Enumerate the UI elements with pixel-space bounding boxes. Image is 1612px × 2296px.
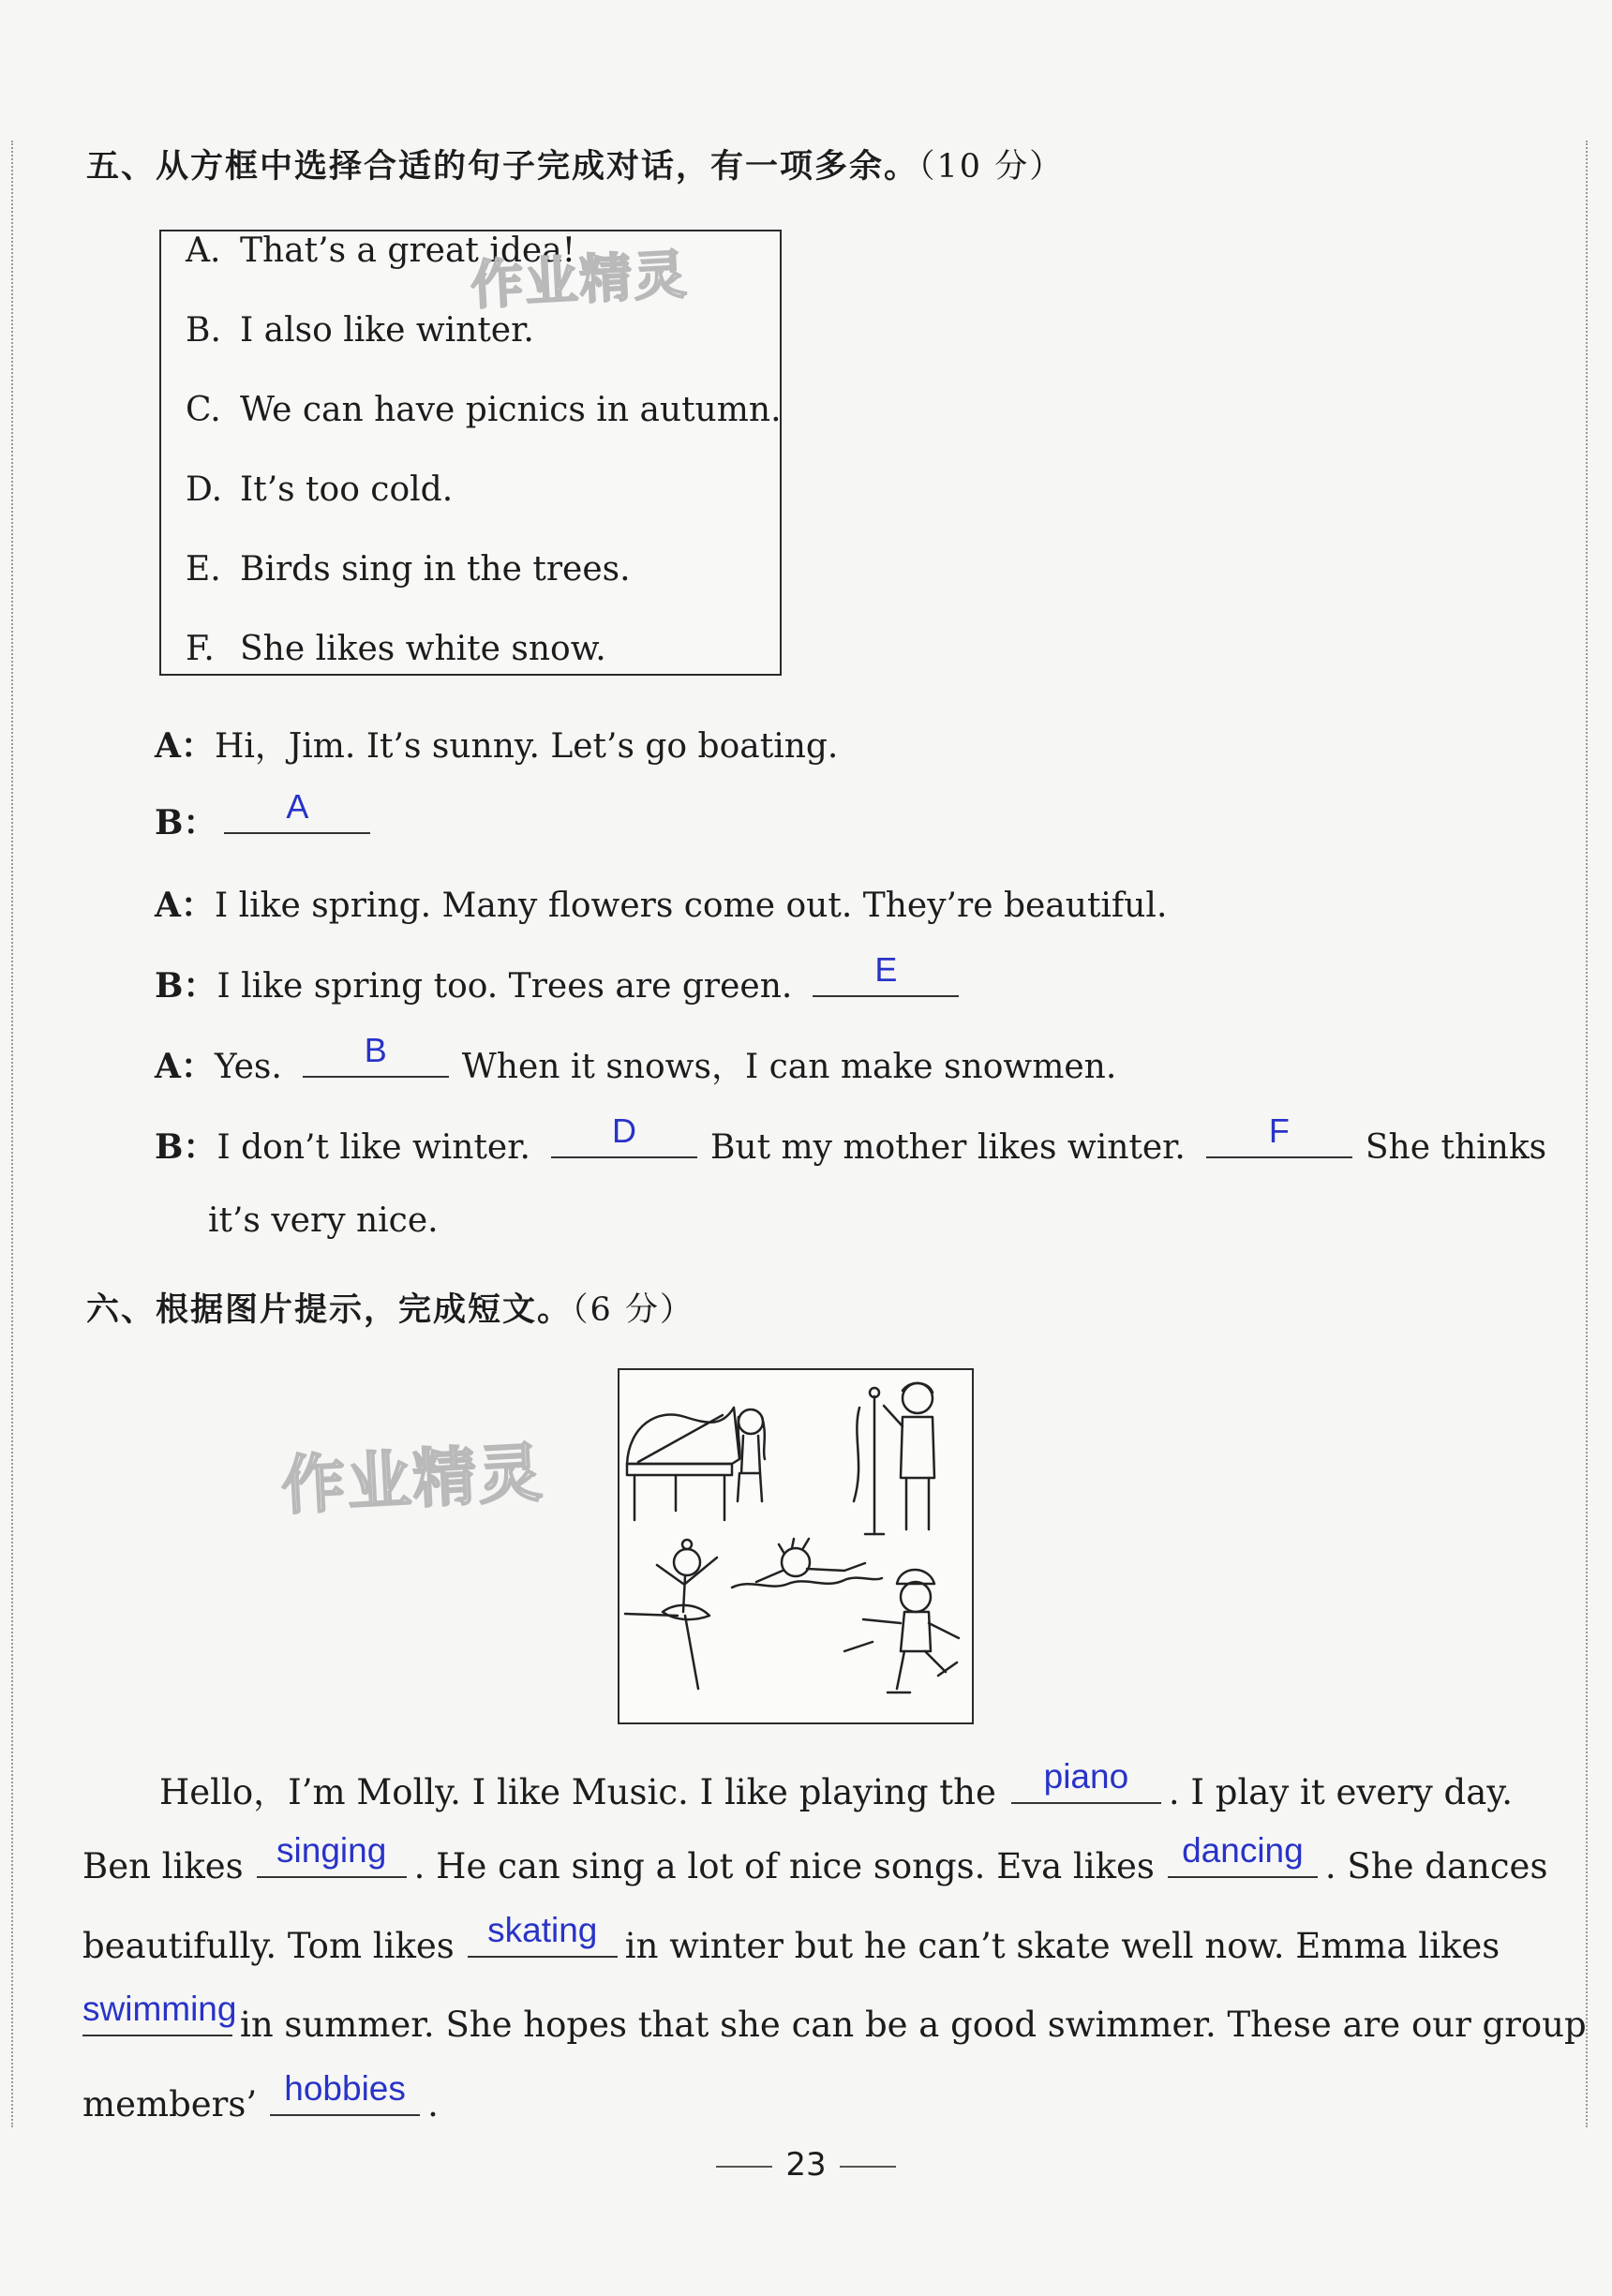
passage-blank-3[interactable]: dancing [1168, 1842, 1318, 1878]
answer-blank-2[interactable]: E [813, 963, 959, 997]
passage-blank-4[interactable]: skating [468, 1922, 618, 1958]
pianist-girl-icon [738, 1409, 765, 1501]
dialogue-line-7: it’s very nice. [208, 1201, 439, 1240]
answer-blank-1[interactable]: A [224, 800, 370, 834]
answer-blank-4[interactable]: D [551, 1125, 697, 1158]
dialogue-line-1: A：Hi，Jim. It’s sunny. Let’s go boating. [155, 726, 839, 766]
section5-points: （10 分） [918, 148, 1065, 186]
dialogue-line-5: A：Yes. B When it snows，I can make snowmen. [155, 1031, 1117, 1086]
hobbies-illustration [618, 1368, 974, 1724]
page-number: 23 [0, 2146, 1612, 2184]
skater-icon [844, 1570, 959, 1692]
option-c: C. We can have picnics in autumn. [186, 391, 782, 429]
dialogue-line-6: B：I don’t like winter. D But my mother likes winter. F She thinks [155, 1111, 1547, 1167]
passage-blank-5[interactable]: swimming [82, 2001, 232, 2036]
section5-heading [86, 141, 1064, 187]
option-b: B. I also like winter. [186, 311, 534, 350]
watermark-logo: 作业精灵 [469, 244, 690, 318]
piano-icon [627, 1408, 739, 1520]
options-box [159, 230, 782, 676]
option-a: A. That’s a great idea! [186, 231, 576, 270]
passage-line-1: Hello，I’m Molly. I like Music. I like playing the piano . I play it every day. [159, 1757, 1514, 1812]
passage-line-5: members’ hobbies . [82, 2069, 439, 2125]
passage-blank-2[interactable]: singing [257, 1842, 407, 1878]
watermark-logo-2: 作业精灵 [279, 1436, 546, 1525]
section6-points: （6 分） [572, 1291, 694, 1329]
answer-blank-3[interactable]: B [303, 1044, 449, 1078]
swimmer-icon [732, 1539, 882, 1588]
left-margin-dashes [11, 141, 13, 2127]
section5-title: 五、从方框中选择合适的句子完成对话，有一项多余。 [86, 148, 919, 186]
passage-blank-1[interactable]: piano [1011, 1768, 1161, 1804]
section6-title: 六、根据图片提示，完成短文。 [86, 1291, 573, 1329]
passage-line-4: swimming in summer. She hopes that she can be a good swimmer. These are our group [82, 1990, 1587, 2045]
dialogue-line-3: A：I like spring. Many flowers come out. They’re beautiful. [155, 886, 1168, 925]
answer-blank-5[interactable]: F [1206, 1125, 1352, 1158]
passage-line-3: beautifully. Tom likes skating in winter but he can’t skate well now. Emma likes [82, 1911, 1500, 1966]
dialogue-line-4: B：I like spring too. Trees are green. E [155, 960, 966, 1007]
section6-heading [86, 1284, 694, 1331]
right-margin-dashes [1586, 141, 1588, 2127]
singer-boy-icon [854, 1383, 934, 1534]
option-f: F. She likes white snow. [186, 630, 606, 668]
dialogue-line-2: B： A [155, 797, 378, 844]
option-d: D. It’s too cold. [186, 470, 454, 509]
option-e: E. Birds sing in the trees. [186, 550, 631, 589]
passage-line-2: Ben likes singing . He can sing a lot of nice songs. Eva likes dancing . She dances [82, 1831, 1548, 1886]
ballerina-icon [625, 1540, 717, 1689]
passage-blank-6[interactable]: hobbies [270, 2080, 420, 2116]
hobbies-drawing [619, 1370, 972, 1722]
